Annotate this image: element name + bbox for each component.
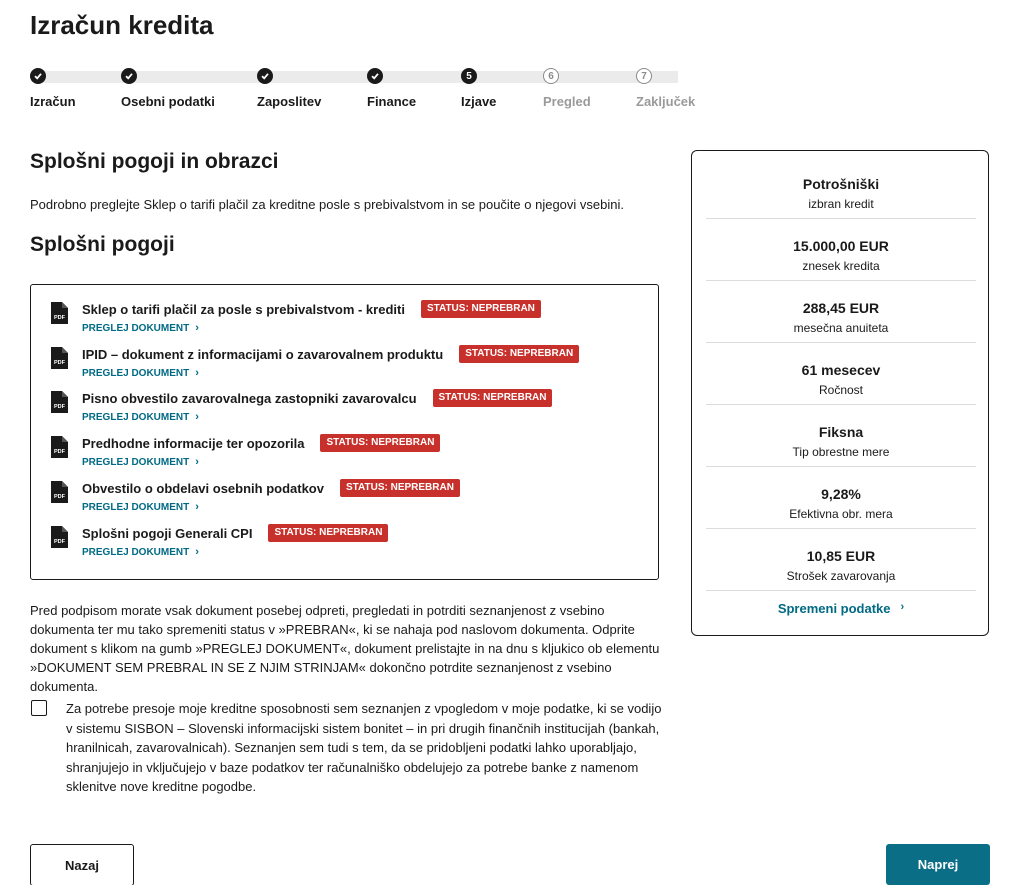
page-title: Izračun kredita — [30, 10, 214, 40]
document-item — [51, 434, 641, 474]
svg-text:PDF: PDF — [54, 449, 65, 455]
step-label: Zaključek — [636, 94, 696, 109]
pdf-icon — [51, 347, 68, 369]
summary-value: 61 mesecev — [801, 362, 881, 378]
pdf-icon — [51, 436, 68, 458]
edit-data-link[interactable] — [692, 601, 990, 616]
documents-list — [30, 284, 659, 580]
chevron-right-icon: › — [195, 322, 199, 334]
summary-value: 288,45 EUR — [802, 300, 880, 316]
summary-item — [706, 219, 976, 281]
check-icon — [367, 68, 383, 84]
chevron-right-icon: › — [900, 601, 905, 613]
next-button[interactable]: Naprej — [886, 844, 990, 885]
status-badge: STATUS: NEPREBRAN — [268, 524, 388, 542]
status-badge: STATUS: NEPREBRAN — [459, 345, 579, 363]
svg-text:PDF: PDF — [54, 404, 65, 410]
document-item — [51, 300, 641, 340]
review-document-link[interactable] — [82, 501, 199, 513]
summary-label: Strošek zavarovanja — [786, 569, 896, 583]
step-zakljucek — [636, 68, 696, 109]
document-title: Pisno obvestilo zavarovalnega zastopniki zavarovalcu — [82, 390, 417, 406]
summary-value: Potrošniški — [802, 176, 880, 192]
document-item — [51, 345, 641, 385]
step-izjave — [461, 68, 497, 109]
svg-text:PDF: PDF — [54, 360, 65, 366]
svg-text:PDF: PDF — [54, 539, 65, 545]
document-title: IPID – dokument z informacijami o zavarovalnem produktu — [82, 346, 444, 362]
pdf-icon — [51, 481, 68, 503]
check-icon — [30, 68, 46, 84]
summary-item — [706, 405, 976, 467]
summary-item — [706, 343, 976, 405]
summary-item — [706, 467, 976, 529]
pdf-icon — [51, 391, 68, 413]
pdf-icon — [51, 526, 68, 548]
document-item — [51, 524, 641, 564]
review-document-link[interactable] — [82, 546, 199, 558]
summary-value: 10,85 EUR — [806, 548, 876, 564]
document-item — [51, 389, 641, 429]
consent-checkbox[interactable] — [31, 700, 47, 716]
svg-text:PDF: PDF — [54, 494, 65, 500]
step-number: 6 — [543, 68, 559, 84]
step-izracun[interactable] — [30, 68, 76, 109]
chevron-right-icon: › — [195, 456, 199, 468]
back-button[interactable]: Nazaj — [30, 844, 134, 885]
loan-summary-card — [691, 150, 989, 636]
step-label: Izjave — [461, 94, 497, 109]
consent-label: Za potrebe presoje moje kreditne sposobnosti sem seznanjen z vpogledom v moje podatke, ki se vodijo v sistemu SISBON – Slovenski informacijski sistem bonitet – in pri drugih finančnih institucijah (bankah, hranilnicah, zavarovalnicah). Seznanjen sem tudi s tem, da se pridobljeni podatki lahko uporabljajo, shranjujejo in vključujejo v baze podatkov ter računalniško obdelujejo za potrebe banke z namenom sklenitve nove kreditne pogodbe. — [66, 701, 662, 794]
status-badge: STATUS: NEPREBRAN — [433, 389, 553, 407]
document-title: Obvestilo o obdelavi osebnih podatkov — [82, 480, 324, 496]
section-heading: Splošni pogoji in obrazci — [30, 150, 279, 173]
review-document-link[interactable] — [82, 322, 199, 334]
step-finance[interactable] — [367, 68, 417, 109]
review-document-label: PREGLEJ DOKUMENT — [82, 501, 190, 513]
summary-label: mesečna anuiteta — [793, 321, 889, 335]
document-title: Predhodne informacije ter opozorila — [82, 435, 305, 451]
step-label: Zaposlitev — [257, 94, 322, 109]
chevron-right-icon: › — [195, 546, 199, 558]
document-item — [51, 479, 641, 519]
svg-text:PDF: PDF — [54, 315, 65, 321]
summary-label: izbran kredit — [808, 197, 874, 211]
summary-value: Fiksna — [818, 424, 864, 440]
review-document-link[interactable] — [82, 411, 199, 423]
summary-label: znesek kredita — [802, 259, 880, 273]
summary-value: 15.000,00 EUR — [793, 238, 889, 254]
summary-label: Efektivna obr. mera — [789, 507, 893, 521]
review-document-link[interactable] — [82, 367, 199, 379]
instructions-text: Pred podpisom morate vsak dokument posebej odpreti, pregledati in potrditi seznanjenost z vsebino dokumenta ter mu tako spremeniti status v »PREBRAN«, ki se nahaja pod naslovom dokumenta. Odprite dokument s klikom na gumb »PREGLEJ DOKUMENT«, dokument prelistajte in na dnu s kljukico ob elementu »DOKUMENT SEM PREBRAL IN SE Z NJIM STRINJAM« dokončno potrdite seznanjenost z vsebino dokumenta. — [30, 603, 660, 694]
step-zaposlitev[interactable] — [257, 68, 322, 109]
check-icon — [257, 68, 273, 84]
review-document-label: PREGLEJ DOKUMENT — [82, 411, 190, 423]
section-intro: Podrobno preglejte Sklep o tarifi plačil za kreditne posle s prebivalstvom in se poučite o njegovi vsebini. — [30, 197, 624, 212]
summary-item — [706, 157, 976, 219]
review-document-label: PREGLEJ DOKUMENT — [82, 367, 190, 379]
step-number: 5 — [461, 68, 477, 84]
edit-data-label: Spremeni podatke — [777, 601, 891, 616]
chevron-right-icon: › — [195, 501, 199, 513]
step-osebni-podatki[interactable] — [121, 68, 215, 109]
status-badge: STATUS: NEPREBRAN — [421, 300, 541, 318]
progress-stepper — [30, 68, 710, 118]
summary-value: 9,28% — [821, 486, 861, 502]
step-number: 7 — [636, 68, 652, 84]
document-title: Splošni pogoji Generali CPI — [82, 525, 253, 541]
summary-item — [706, 281, 976, 343]
pdf-icon — [51, 302, 68, 324]
step-pregled — [543, 68, 591, 109]
summary-item — [706, 529, 976, 591]
review-document-label: PREGLEJ DOKUMENT — [82, 322, 190, 334]
summary-label: Tip obrestne mere — [792, 445, 890, 459]
summary-label: Ročnost — [818, 383, 864, 397]
section-subheading: Splošni pogoji — [30, 233, 175, 256]
review-document-link[interactable] — [82, 456, 199, 468]
step-label: Finance — [367, 94, 417, 109]
step-label: Pregled — [543, 94, 591, 109]
review-document-label: PREGLEJ DOKUMENT — [82, 546, 190, 558]
check-icon — [121, 68, 137, 84]
review-document-label: PREGLEJ DOKUMENT — [82, 456, 190, 468]
chevron-right-icon: › — [195, 411, 199, 423]
step-label: Osebni podatki — [121, 94, 215, 109]
step-label: Izračun — [30, 94, 76, 109]
chevron-right-icon: › — [195, 367, 199, 379]
status-badge: STATUS: NEPREBRAN — [340, 479, 460, 497]
status-badge: STATUS: NEPREBRAN — [320, 434, 440, 452]
document-title: Sklep o tarifi plačil za posle s prebivalstvom - krediti — [82, 301, 405, 317]
